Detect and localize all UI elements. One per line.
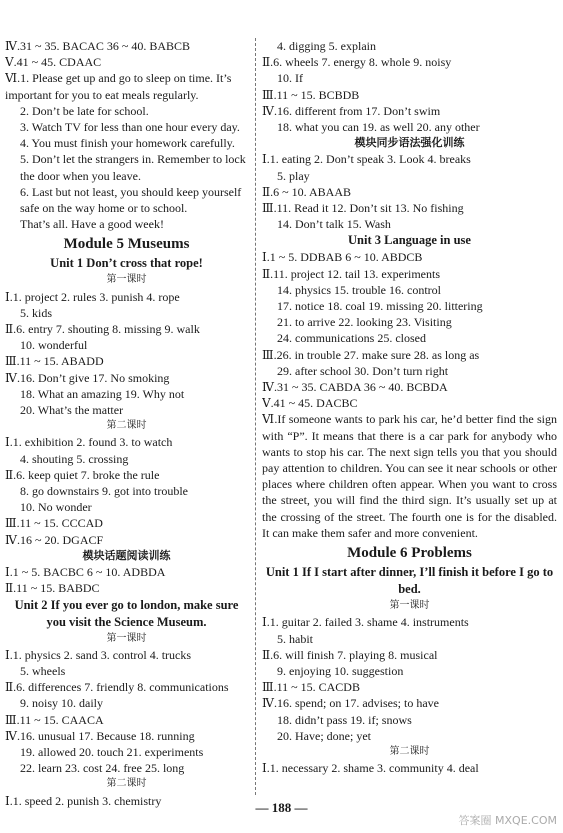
answer-line: Ⅱ.6 ~ 10. ABAAB [262,184,351,199]
unit-heading: Unit 3 Language in use [348,233,471,248]
answer-line: 10. wonderful [20,338,88,353]
answer-line: Ⅳ.31 ~ 35. CABDA 36 ~ 40. BCBDA [262,380,448,395]
answer-line: Ⅰ.1. eating 2. Don’t speak 3. Look 4. breaks [262,152,471,167]
answer-line: Ⅲ.11 ~ 15. BCBDB [262,87,360,102]
left-answer-column [5,38,248,809]
answer-line: Ⅰ.1 ~ 5. BACBC 6 ~ 10. ADBDA [5,565,166,580]
answer-line: Ⅱ.11. project 12. tail 13. experiments [262,266,441,281]
answer-line: 10. If [277,71,303,86]
answer-line: Ⅴ.41 ~ 45. CDAAC [5,55,102,70]
answer-line: Ⅲ.26. in trouble 27. make sure 28. as long as [262,347,480,362]
answer-line: 5. wheels [20,663,66,678]
answer-line: Ⅱ.6. wheels 7. energy 8. whole 9. noisy [262,55,452,70]
unit-heading: Unit 1 Don’t cross that rope! [50,256,203,271]
answer-line: Ⅵ.1. Please get up and go to sleep on time. It’s important for you to eat meals regularly. [5,71,232,102]
section-heading: 第二课时 [106,420,147,432]
answer-line: 8. go downstairs 9. got into trouble [20,484,188,499]
answer-line: Ⅴ.41 ~ 45. DACBC [262,396,358,411]
answer-line: Ⅲ.11 ~ 15. CAACA [5,712,104,727]
answer-line: Ⅰ.1. physics 2. sand 3. control 4. trucks [5,647,192,662]
answer-line: 20. What’s the matter [20,403,124,418]
answer-line: Ⅲ.11 ~ 15. CACDB [262,680,360,695]
answer-line: Ⅱ.11 ~ 15. BABDC [5,581,100,596]
answer-line: 6. Last but not least, you should keep yourself safe on the way home or to school. [20,184,242,216]
unit-heading: Unit 1 If I start after dinner, I’ll finish it before I go to bed. [265,565,554,597]
section-heading: 模块话题阅读训练 [82,548,171,562]
right-answer-column [262,38,557,776]
answer-line: 5. habit [277,631,313,646]
watermark: 答案圈 MXQE.COM [458,813,557,827]
page-number: — 188 — [255,800,308,815]
answer-line: Ⅱ.6. entry 7. shouting 8. missing 9. walk [5,322,200,337]
section-heading: 模块同步语法强化训练 [354,136,465,150]
section-heading: 第一课时 [106,632,147,644]
answer-line: Ⅰ.1. speed 2. punish 3. chemistry [5,793,162,808]
answer-line: Ⅰ.1. necessary 2. shame 3. community 4. deal [262,761,479,776]
answer-line: Ⅰ.1 ~ 5. DDBAB 6 ~ 10. ABDCB [262,250,423,265]
section-heading: 第二课时 [106,778,147,790]
answer-line: 4. digging 5. explain [277,39,376,53]
answer-line: 4. shouting 5. crossing [20,451,129,466]
column-divider [255,38,256,795]
answer-line: Ⅱ.6. will finish 7. playing 8. musical [262,647,438,662]
answer-line: Ⅳ.31 ~ 35. BACAC 36 ~ 40. BABCB [5,39,190,53]
answer-line: Ⅲ.11 ~ 15. ABADD [5,354,104,369]
answer-line: Ⅳ.16. spend; on 17. advises; to have [262,696,439,711]
answer-line: Ⅳ.16. unusual 17. Because 18. running [5,728,195,743]
answer-line: Ⅱ.6. differences 7. friendly 8. communications [5,680,229,695]
answer-line: That’s all. Have a good week! [20,217,164,232]
answer-line: Ⅲ.11 ~ 15. CCCAD [5,516,103,531]
answer-line: 2. Don’t be late for school. [20,103,149,118]
answer-line: 5. play [277,168,310,183]
unit-heading: Unit 2 If you ever go to london, make sure you visit the Science Museum. [14,597,239,629]
section-heading: 第一课时 [106,274,147,286]
answer-line: 17. notice 18. coal 19. missing 20. littering [277,299,483,314]
answer-line: Ⅳ.16. different from 17. Don’t swim [262,103,441,118]
answer-line: 19. allowed 20. touch 21. experiments [20,744,204,759]
module-heading: Module 5 Museums [63,236,190,253]
answer-line: 5. kids [20,305,53,320]
answer-line: Ⅱ.6. keep quiet 7. broke the rule [5,467,160,482]
answer-line: 22. learn 23. cost 24. free 25. long [20,761,185,776]
answer-line: 14. Don’t talk 15. Wash [277,217,391,232]
answer-line: 18. What an amazing 19. Why not [20,386,185,401]
answer-line: Ⅳ.16 ~ 20. DGACF [5,532,104,547]
answer-line: Ⅳ.16. Don’t give 17. No smoking [5,370,170,385]
answer-line: 14. physics 15. trouble 16. control [277,282,441,297]
answer-line: 24. communications 25. closed [277,331,426,346]
answer-line: 29. after school 30. Don’t turn right [277,363,449,378]
module-heading: Module 6 Problems [347,545,472,562]
section-heading: 第一课时 [389,600,430,612]
answer-line: Ⅲ.11. Read it 12. Don’t sit 13. No fishing [262,201,464,216]
answer-line: 5. Don’t let the strangers in. Remember to lock the door when you leave. [20,152,246,183]
answer-line: 9. noisy 10. daily [20,696,103,711]
section-heading: 第二课时 [389,745,430,757]
answer-line: Ⅵ.If someone wants to park his car, he’d better find the sign with “P”. It means that there is a car park for anybody who wants to stop his car. The next sign tells you that you should pay attention to children. You can see it near schools or other places where children often appear. When you want to cross the street, you will find the third sign. It’s usually set up at the crossing of the street. The fourth one is for the disabled. It can make them safer and more convenient. [262,412,557,540]
answer-line: 10. No wonder [20,500,92,515]
answer-line: 21. to arrive 22. looking 23. Visiting [277,315,452,330]
answer-line: 18. didn’t pass 19. if; snows [277,712,412,727]
answer-line: 18. what you can 19. as well 20. any other [277,120,480,135]
answer-line: 4. You must finish your homework carefully. [20,136,235,151]
answer-line: Ⅰ.1. exhibition 2. found 3. to watch [5,435,173,450]
answer-line: 9. enjoying 10. suggestion [277,663,404,678]
answer-line: 20. Have; done; yet [277,728,371,743]
answer-line: 3. Watch TV for less than one hour every day. [20,120,240,135]
answer-line: Ⅰ.1. guitar 2. failed 3. shame 4. instruments [262,615,469,630]
answer-line: Ⅰ.1. project 2. rules 3. punish 4. rope [5,289,180,304]
